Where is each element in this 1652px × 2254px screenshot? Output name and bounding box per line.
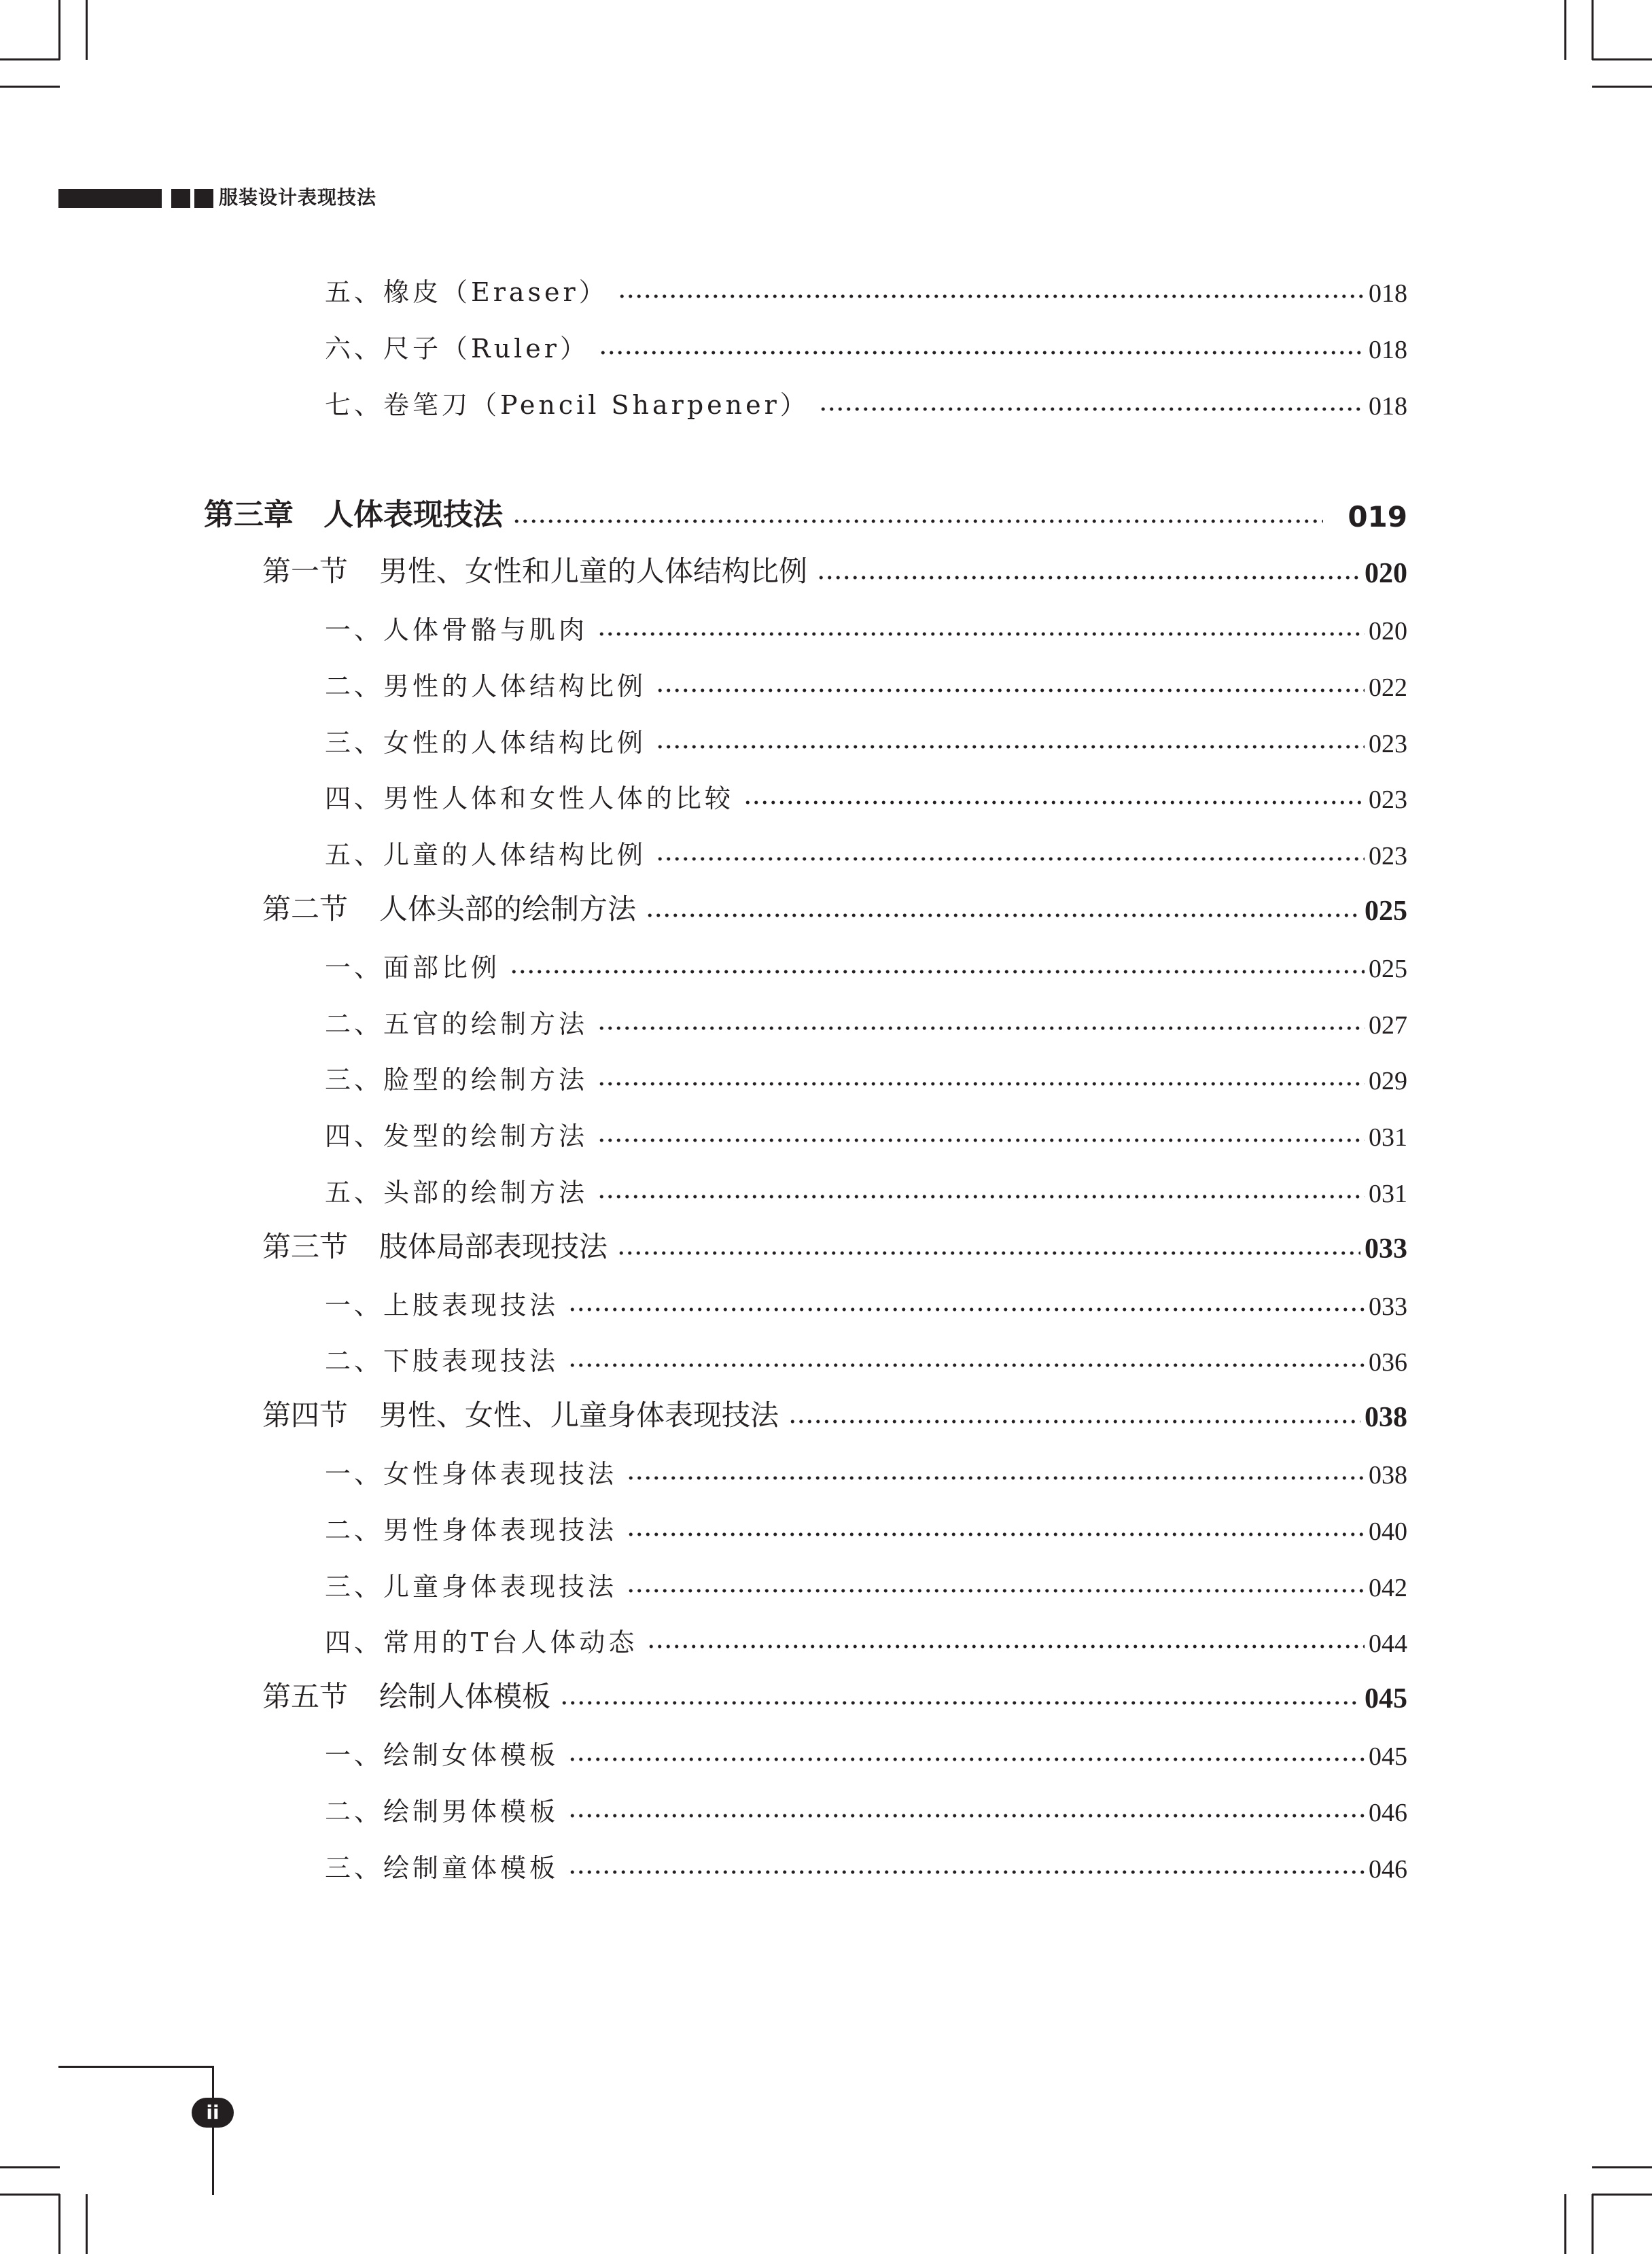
dot-leader <box>512 518 1323 524</box>
toc-entry-text: 六、尺子（Ruler） <box>325 334 589 364</box>
toc-entry-text: 四、男性人体和女性人体的比较 <box>325 783 735 813</box>
toc-entry-title <box>325 1453 617 1490</box>
toc-entry-text: 三、女性的人体结构比例 <box>325 728 647 758</box>
dot-leader <box>656 688 1365 693</box>
toc-entry-title <box>325 609 588 646</box>
toc-page-number: 020 <box>1369 617 1407 646</box>
toc-item[interactable] <box>325 1284 1407 1322</box>
toc-entry-text: 一、人体骨骼与肌肉 <box>325 615 588 645</box>
toc-page-number: 029 <box>1369 1067 1407 1095</box>
toc-entry-text: 二、男性身体表现技法 <box>325 1515 618 1545</box>
toc-entry-title <box>325 1566 617 1603</box>
toc-item[interactable] <box>325 1452 1407 1490</box>
toc-item[interactable] <box>325 1339 1407 1377</box>
toc-page-number: 023 <box>1369 730 1407 758</box>
dot-leader <box>788 1419 1360 1424</box>
toc-entry-text: 一、面部比例 <box>325 953 501 983</box>
toc-item[interactable] <box>325 1621 1407 1659</box>
toc-page-number: 042 <box>1369 1574 1407 1602</box>
toc-page-number: 038 <box>1365 1402 1407 1433</box>
toc-entry-text: 男性、女性、儿童身体表现技法 <box>379 1398 779 1432</box>
crop-mark <box>1592 86 1652 88</box>
dot-leader <box>568 1869 1365 1875</box>
crop-mark <box>0 2166 60 2168</box>
toc-section[interactable] <box>262 1396 1407 1434</box>
toc-page-number: 023 <box>1369 786 1407 814</box>
toc-entry-text: 二、下肢表现技法 <box>325 1346 559 1376</box>
toc-entry-title <box>262 1674 550 1715</box>
toc-entry-text: 三、绘制童体模板 <box>325 1853 559 1883</box>
toc-entry-text: 七、卷笔刀（Pencil Sharpener） <box>325 390 809 420</box>
toc-entry-text: 男性、女性和儿童的人体结构比例 <box>379 554 808 588</box>
dot-leader <box>646 913 1360 918</box>
toc-entry-text: 五、橡皮（Eraser） <box>325 277 608 307</box>
crop-mark <box>86 0 88 60</box>
toc-entry-title <box>262 1393 779 1434</box>
toc-item[interactable] <box>325 833 1407 871</box>
dot-leader <box>617 1250 1360 1256</box>
toc-entry-title <box>325 1340 559 1377</box>
toc-entry-title <box>325 1003 588 1040</box>
toc-entry-title <box>204 490 503 533</box>
dot-leader <box>568 1757 1365 1762</box>
toc-entry-title <box>325 777 734 815</box>
toc-item[interactable] <box>325 270 1407 309</box>
toc-item[interactable] <box>325 721 1407 759</box>
toc-entry-text: 五、儿童的人体结构比例 <box>325 840 647 870</box>
dot-leader <box>656 744 1365 750</box>
crop-mark <box>1564 0 1566 60</box>
crop-mark <box>1564 2194 1566 2254</box>
toc-entry-title <box>325 328 589 365</box>
toc-page-number: 018 <box>1369 279 1407 308</box>
crop-mark <box>1592 2194 1652 2196</box>
crop-mark <box>0 86 60 88</box>
header-square <box>194 189 213 208</box>
dot-leader <box>597 1025 1365 1031</box>
toc-item[interactable] <box>325 777 1407 815</box>
toc-entry-title <box>325 1734 559 1772</box>
toc-chapter[interactable] <box>204 495 1407 533</box>
toc-entry-title <box>325 834 646 871</box>
toc-entry-title <box>325 1059 588 1096</box>
toc-page-number: 019 <box>1348 500 1407 533</box>
toc-entry-title <box>325 665 646 703</box>
toc-page-number: 022 <box>1369 673 1407 702</box>
toc-entry-title <box>325 271 608 309</box>
toc-entry-text: 一、女性身体表现技法 <box>325 1459 618 1489</box>
toc-item[interactable] <box>325 1002 1407 1040</box>
toc-page-number: 027 <box>1369 1011 1407 1040</box>
toc-entry-title <box>262 1225 608 1265</box>
crop-mark <box>1592 2166 1652 2168</box>
toc-entry-number: 第三节 <box>262 1230 349 1263</box>
toc-entry-text: 五、头部的绘制方法 <box>325 1178 588 1208</box>
dot-leader <box>743 800 1365 805</box>
toc-page-number: 033 <box>1365 1233 1407 1265</box>
running-header-title: 服装设计表现技法 <box>219 186 377 209</box>
toc-entry-text: 三、脸型的绘制方法 <box>325 1065 588 1095</box>
toc-page-number: 036 <box>1369 1348 1407 1377</box>
toc-entry-text: 肢体局部表现技法 <box>379 1230 608 1263</box>
footer-rule <box>58 2066 213 2068</box>
toc-item[interactable] <box>325 383 1407 421</box>
toc-entry-text: 四、常用的T台人体动态 <box>325 1627 638 1657</box>
toc-page-number: 018 <box>1369 392 1407 421</box>
toc-entry-title <box>325 947 500 984</box>
toc-entry-number: 第二节 <box>262 892 349 926</box>
toc-item[interactable] <box>325 327 1407 365</box>
toc-entry-title <box>262 549 807 590</box>
toc-entry-title <box>325 722 646 759</box>
toc-page-number: 031 <box>1369 1123 1407 1152</box>
toc-entry-title <box>262 887 636 928</box>
toc-entry-text: 二、男性的人体结构比例 <box>325 671 647 701</box>
dot-leader <box>510 969 1365 974</box>
crop-mark <box>1592 0 1594 60</box>
toc-section[interactable] <box>262 1227 1407 1265</box>
toc-item[interactable] <box>325 665 1407 703</box>
header-square <box>171 189 190 208</box>
toc-page-number: 044 <box>1369 1630 1407 1658</box>
dot-leader <box>597 1138 1365 1143</box>
dot-leader <box>568 1307 1365 1312</box>
toc-entry-number: 第五节 <box>262 1680 349 1713</box>
dot-leader <box>597 1194 1365 1199</box>
toc-page-number: 023 <box>1369 842 1407 870</box>
dot-leader <box>819 406 1365 412</box>
toc-entry-text: 二、五官的绘制方法 <box>325 1009 588 1039</box>
dot-leader <box>560 1700 1360 1706</box>
toc-entry-title <box>325 384 809 421</box>
toc-entry-text: 人体表现技法 <box>323 497 503 532</box>
toc-item[interactable] <box>325 1790 1407 1828</box>
dot-leader <box>656 856 1365 862</box>
toc-entry-text: 一、绘制女体模板 <box>325 1740 559 1770</box>
toc-page-number: 025 <box>1369 955 1407 983</box>
toc-section[interactable] <box>262 552 1407 590</box>
toc-entry-text: 一、上肢表现技法 <box>325 1290 559 1320</box>
crop-mark <box>1592 58 1652 60</box>
toc-entry-title <box>325 1284 559 1322</box>
dot-leader <box>568 1813 1365 1818</box>
crop-mark <box>58 2194 60 2254</box>
toc-page-number: 040 <box>1369 1517 1407 1546</box>
crop-mark <box>86 2194 88 2254</box>
dot-leader <box>627 1532 1365 1537</box>
dot-leader <box>817 575 1360 580</box>
footer-rule <box>212 2066 214 2195</box>
toc-page-number: 046 <box>1369 1855 1407 1884</box>
crop-mark <box>1592 2194 1594 2254</box>
toc-entry-title <box>325 1172 588 1209</box>
crop-mark <box>58 0 60 60</box>
toc-page-number: 038 <box>1369 1461 1407 1490</box>
toc-page-number: 033 <box>1369 1292 1407 1321</box>
toc-entry-title <box>325 1621 637 1659</box>
crop-mark <box>0 2194 60 2196</box>
toc-item[interactable] <box>325 1509 1407 1547</box>
toc-entry-title <box>325 1847 559 1884</box>
dot-leader <box>599 350 1365 355</box>
toc-section[interactable] <box>262 1677 1407 1715</box>
toc-page-number: 046 <box>1369 1799 1407 1827</box>
toc-page-number: 045 <box>1365 1683 1407 1714</box>
dot-leader <box>647 1644 1365 1649</box>
header-band <box>58 189 162 208</box>
toc-entry-text: 四、发型的绘制方法 <box>325 1121 588 1151</box>
toc-entry-number: 第一节 <box>262 554 349 588</box>
dot-leader <box>597 1081 1365 1087</box>
toc-page-number: 031 <box>1369 1180 1407 1208</box>
toc-item[interactable] <box>325 608 1407 646</box>
toc-item[interactable] <box>325 1846 1407 1884</box>
toc-item[interactable] <box>325 1565 1407 1603</box>
dot-leader <box>568 1362 1365 1368</box>
toc-entry-number: 第三章 <box>204 497 294 532</box>
toc-item[interactable] <box>325 1058 1407 1096</box>
toc-entry-number: 第四节 <box>262 1398 349 1432</box>
toc-page-number: 020 <box>1365 558 1407 589</box>
toc-page-number: 025 <box>1365 896 1407 927</box>
toc-entry-title <box>325 1509 617 1547</box>
toc-entry-text: 绘制人体模板 <box>379 1680 551 1713</box>
toc-entry-title <box>325 1115 588 1152</box>
toc-page-number: 045 <box>1369 1742 1407 1771</box>
toc-entry-text: 二、绘制男体模板 <box>325 1797 559 1827</box>
dot-leader <box>597 631 1365 637</box>
toc-item[interactable] <box>325 946 1407 984</box>
dot-leader <box>627 1588 1365 1593</box>
toc-section[interactable] <box>262 890 1407 928</box>
dot-leader <box>618 294 1365 299</box>
dot-leader <box>627 1475 1365 1481</box>
toc-entry-title <box>325 1791 559 1828</box>
toc-entry-text: 人体头部的绘制方法 <box>379 892 637 926</box>
toc-item[interactable] <box>325 1171 1407 1209</box>
page-number-badge: ii <box>192 2098 234 2128</box>
toc-entry-text: 三、儿童身体表现技法 <box>325 1572 618 1602</box>
toc-page-number: 018 <box>1369 336 1407 364</box>
crop-mark <box>0 58 60 60</box>
toc-item[interactable] <box>325 1733 1407 1772</box>
toc-item[interactable] <box>325 1114 1407 1152</box>
